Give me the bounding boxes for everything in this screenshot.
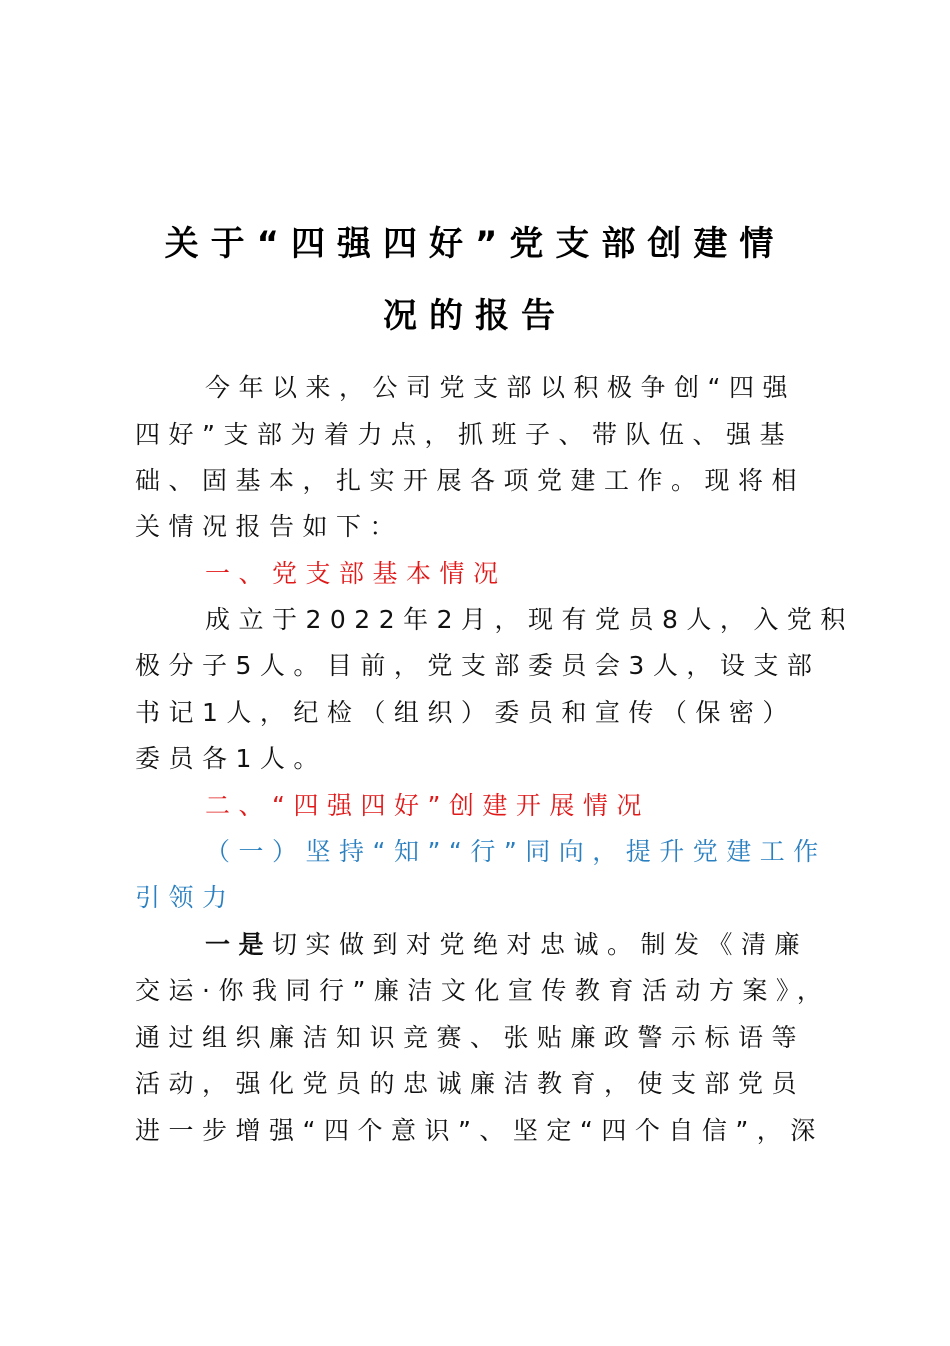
paragraph-line-5: 进一步增强“四个意识”、坚定“四个自信”，深: [135, 1116, 824, 1145]
subsection-1-heading-line-2: 引领力: [135, 883, 236, 912]
section-1-line-2: 极分子5人。目前，党支部委员会3人，设支部: [135, 651, 821, 680]
section-1-line-1: 成立于2022年2月，现有党员8人，入党积: [205, 605, 854, 634]
intro-line-2: 四好”支部为着力点，抓班子、带队伍、强基: [135, 420, 793, 449]
intro-line-1: 今年以来，公司党支部以积极争创“四强: [205, 373, 796, 402]
section-2-heading: 二、“四强四好”创建开展情况: [205, 791, 650, 820]
paragraph-line-4: 活动，强化党员的忠诚廉洁教育，使支部党员: [135, 1069, 806, 1098]
paragraph-line-2: 交运·你我同行”廉洁文化宣传教育活动方案》，: [135, 976, 831, 1005]
section-1-line-4: 委员各1人。: [135, 744, 327, 773]
subsection-1-heading-line-1: （一）坚持“知”“行”同向，提升党建工作: [205, 837, 827, 866]
paragraph-lead: 一是: [205, 930, 273, 959]
paragraph-line-1: [205, 929, 905, 961]
section-1-line-3: 书记1人，纪检（组织）委员和宣传（保密）: [135, 698, 796, 727]
section-1-heading: 一、党支部基本情况: [205, 559, 507, 588]
intro-line-4: 关情况报告如下：: [135, 512, 404, 541]
paragraph-line-3: 通过组织廉洁知识竞赛、张贴廉政警示标语等: [135, 1023, 806, 1052]
document-title-line-2: 况的报告: [383, 296, 567, 336]
paragraph-line-1-text: 切实做到对党绝对忠诚。制发《清廉: [272, 930, 809, 959]
intro-line-3: 础、固基本，扎实开展各项党建工作。现将相: [135, 466, 806, 495]
document-title-line-1: 关于“四强四好”党支部创建情: [164, 224, 786, 264]
